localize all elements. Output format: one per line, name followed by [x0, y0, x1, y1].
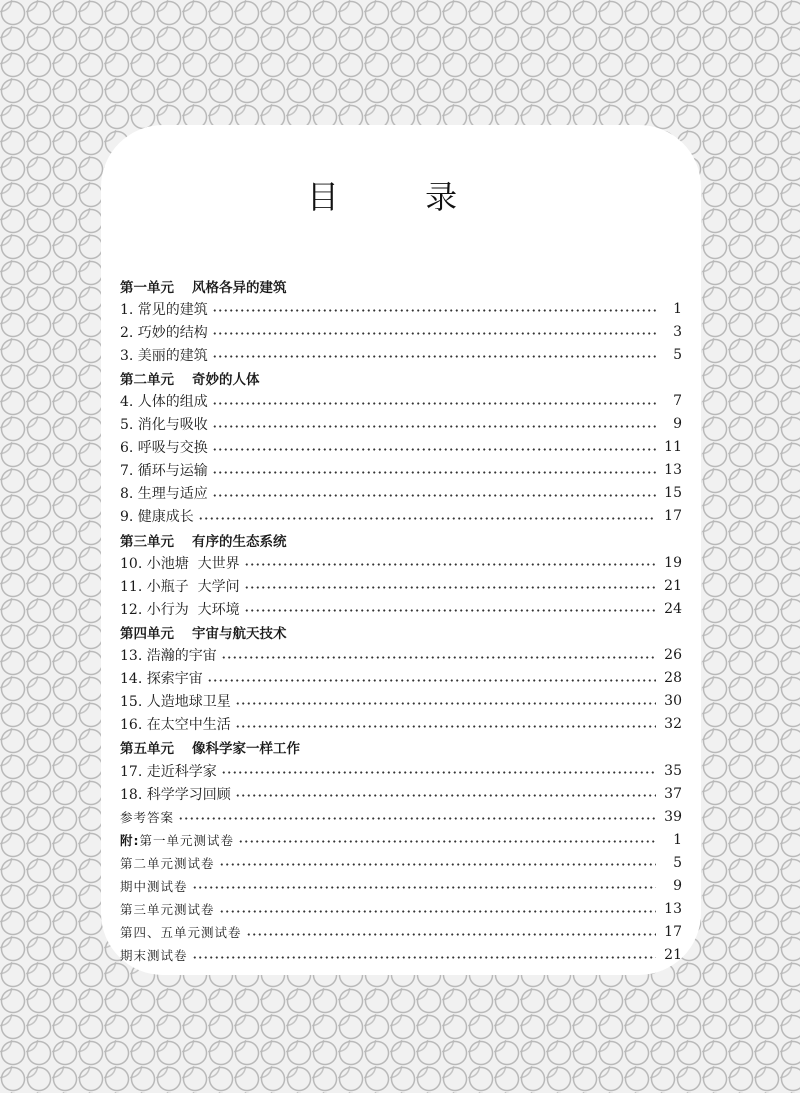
- page-number: 24: [664, 600, 682, 617]
- unit-name: 第三单元: [120, 533, 174, 550]
- appendix-item-label: 第一单元测试卷: [139, 832, 235, 848]
- page-number: 13: [664, 901, 682, 918]
- entry-title: 17. 走近科学家: [120, 763, 217, 780]
- dot-leader: [221, 656, 656, 659]
- page-number: 9: [673, 416, 682, 433]
- dot-leader: [238, 840, 656, 843]
- dot-leader: [212, 494, 656, 497]
- page-number: 30: [664, 693, 682, 710]
- toc-entry[interactable]: [120, 644, 682, 667]
- entry-title: [120, 831, 238, 849]
- toc-entry[interactable]: [120, 482, 682, 505]
- dot-leader: [235, 725, 656, 728]
- unit-title: 奇妙的人体: [192, 371, 260, 388]
- entry-title: 第二单元测试卷: [120, 855, 215, 871]
- unit-name: 第二单元: [120, 371, 174, 388]
- dot-leader: [219, 910, 656, 913]
- entry-title: 第四、五单元测试卷: [120, 925, 242, 941]
- page-number: 1: [673, 831, 682, 848]
- entry-title: 12. 小行为 大环境: [120, 601, 240, 618]
- unit-heading[interactable]: [120, 620, 682, 643]
- toc-entry[interactable]: [120, 713, 682, 736]
- page-number: 19: [664, 554, 682, 571]
- page-number: 5: [673, 854, 682, 871]
- entry-title: 15. 人造地球卫星: [120, 694, 231, 711]
- page-title: 目 录: [306, 178, 496, 216]
- dot-leader: [212, 425, 656, 428]
- page-number: 28: [664, 670, 682, 687]
- page-number: 13: [664, 462, 682, 479]
- page-number: 32: [664, 716, 682, 733]
- toc-entry[interactable]: [120, 320, 682, 343]
- toc-entry[interactable]: [120, 389, 682, 412]
- dot-leader: [192, 956, 656, 959]
- page-number: 39: [664, 808, 682, 825]
- entry-title: 6. 呼吸与交换: [120, 440, 208, 457]
- page-number: 1: [673, 300, 682, 317]
- unit-heading[interactable]: [120, 366, 682, 389]
- toc-entry[interactable]: [120, 436, 682, 459]
- page-number: 5: [673, 346, 682, 363]
- unit-title: 有序的生态系统: [192, 533, 287, 550]
- entry-title: 3. 美丽的建筑: [120, 347, 208, 364]
- toc-entry-answers[interactable]: [120, 805, 682, 828]
- dot-leader: [207, 679, 656, 682]
- entry-title: 9. 健康成长: [120, 509, 194, 526]
- entry-title: 18. 科学学习回顾: [120, 786, 231, 803]
- entry-title: 8. 生理与适应: [120, 486, 208, 503]
- toc-entry[interactable]: [120, 574, 682, 597]
- dot-leader: [212, 309, 656, 312]
- dot-leader: [212, 355, 656, 358]
- toc-entry-appendix[interactable]: [120, 898, 682, 921]
- toc-entry[interactable]: [120, 551, 682, 574]
- toc-entry[interactable]: [120, 759, 682, 782]
- toc-entry[interactable]: [120, 413, 682, 436]
- entry-title: 11. 小瓶子 大学问: [120, 578, 240, 595]
- unit-heading[interactable]: [120, 736, 682, 759]
- table-of-contents: [120, 274, 682, 967]
- unit-title: 风格各异的建筑: [192, 279, 287, 296]
- page-number: 9: [673, 877, 682, 894]
- toc-entry[interactable]: [120, 297, 682, 320]
- dot-leader: [212, 402, 656, 405]
- entry-title: 16. 在太空中生活: [120, 717, 231, 734]
- toc-entry-appendix[interactable]: [120, 921, 682, 944]
- dot-leader: [219, 863, 656, 866]
- dot-leader: [198, 517, 656, 520]
- toc-entry[interactable]: [120, 459, 682, 482]
- dot-leader: [221, 771, 656, 774]
- entry-title: 期中测试卷: [120, 878, 188, 894]
- page-number: 35: [664, 762, 682, 779]
- dot-leader: [235, 794, 656, 797]
- page-number: 3: [673, 323, 682, 340]
- entry-title: 5. 消化与吸收: [120, 417, 208, 434]
- entry-title: 14. 探索宇宙: [120, 671, 203, 688]
- unit-name: 第一单元: [120, 279, 174, 296]
- entry-title: 7. 循环与运输: [120, 463, 208, 480]
- page-number: 21: [664, 577, 682, 594]
- dot-leader: [244, 586, 656, 589]
- toc-entry[interactable]: [120, 690, 682, 713]
- unit-heading[interactable]: [120, 528, 682, 551]
- page-number: 17: [664, 508, 682, 525]
- toc-entry[interactable]: [120, 667, 682, 690]
- dot-leader: [246, 933, 656, 936]
- entry-title: 第三单元测试卷: [120, 902, 215, 918]
- unit-title: 宇宙与航天技术: [192, 625, 287, 642]
- appendix-prefix: 附:: [120, 832, 140, 848]
- entry-title: 10. 小池塘 大世界: [120, 555, 240, 572]
- page-number: 11: [664, 439, 682, 456]
- entry-title: 2. 巧妙的结构: [120, 324, 208, 341]
- toc-entry[interactable]: [120, 597, 682, 620]
- toc-entry[interactable]: [120, 343, 682, 366]
- dot-leader: [192, 886, 656, 889]
- unit-heading[interactable]: [120, 274, 682, 297]
- entry-title: 4. 人体的组成: [120, 394, 208, 411]
- page-number: 15: [664, 485, 682, 502]
- dot-leader: [212, 471, 656, 474]
- page-number: 21: [664, 947, 682, 964]
- unit-name: 第四单元: [120, 625, 174, 642]
- entry-title: 1. 常见的建筑: [120, 301, 208, 318]
- dot-leader: [212, 448, 656, 451]
- toc-entry[interactable]: [120, 782, 682, 805]
- dot-leader: [212, 332, 656, 335]
- toc-entry-appendix[interactable]: [120, 828, 682, 851]
- unit-title: 像科学家一样工作: [192, 741, 300, 758]
- page-number: 17: [664, 924, 682, 941]
- dot-leader: [244, 563, 656, 566]
- toc-entry-appendix[interactable]: [120, 944, 682, 967]
- entry-title: 13. 浩瀚的宇宙: [120, 648, 217, 665]
- page-number: 37: [664, 785, 682, 802]
- entry-title: 期末测试卷: [120, 948, 188, 964]
- toc-entry[interactable]: [120, 505, 682, 528]
- dot-leader: [244, 609, 656, 612]
- entry-title: 参考答案: [120, 809, 175, 825]
- unit-name: 第五单元: [120, 741, 174, 758]
- toc-entry-appendix[interactable]: [120, 851, 682, 874]
- dot-leader: [178, 817, 656, 820]
- dot-leader: [235, 702, 656, 705]
- toc-entry-appendix[interactable]: [120, 874, 682, 897]
- page-number: 26: [664, 647, 682, 664]
- page-number: 7: [673, 393, 682, 410]
